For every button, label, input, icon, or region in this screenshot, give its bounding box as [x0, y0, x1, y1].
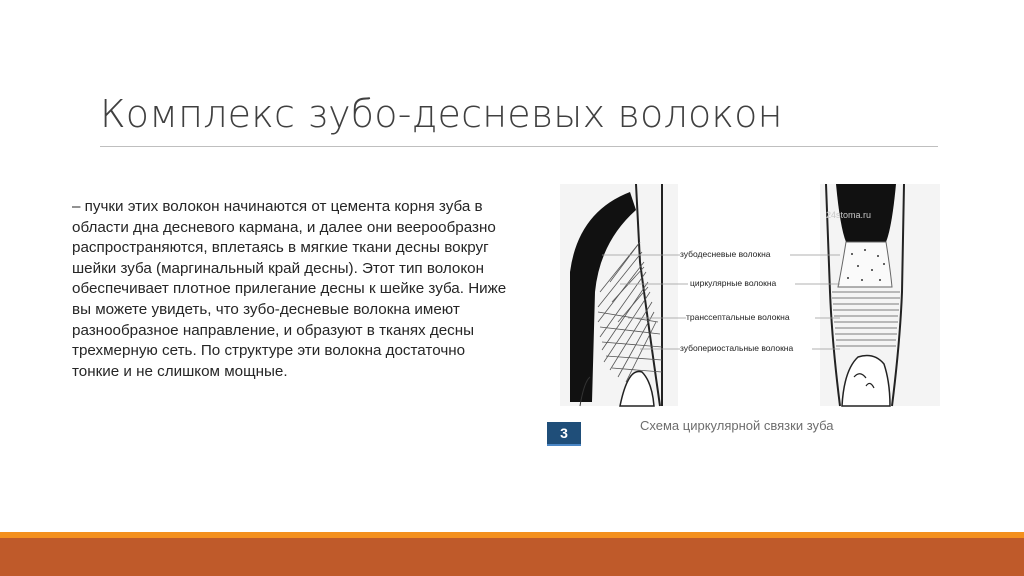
- footer-bar: [0, 538, 1024, 576]
- title-divider: [100, 146, 938, 147]
- label-transseptal-fibers: транссептальные волокна: [686, 312, 790, 322]
- watermark: 24stoma.ru: [826, 210, 872, 220]
- label-dentogingival-fibers: зубодесневые волокна: [680, 249, 771, 259]
- figure-number-badge: 3: [547, 422, 581, 444]
- label-circular-fibers: циркулярные волокна: [690, 278, 777, 288]
- tooth-ligament-diagram: [540, 172, 960, 452]
- figure-number-accent: [547, 444, 581, 446]
- slide-title: Комплекс зубо-десневых волокон: [100, 92, 783, 136]
- label-dentoperiosteal-fibers: зубопериостальные волокна: [680, 343, 794, 353]
- body-paragraph: – пучки этих волокон начинаются от цемента корня зуба в области дна десневого кармана, и далее они веерообразно распространяются, вплетаясь в мягкие ткани десны вокруг шейки зуба (маргинальный край десны). Этот тип волокон обеспечивает плотное прилегание десны к шейке зуба. Ниже вы можете увидеть, что зубо-десневые волокна имеют разнообразное направление, и образуют в тканях десны трехмерную сеть. По структуре эти волокна достаточно тонкие и не слишком мощные.: [72, 198, 507, 380]
- figure-caption: Схема циркулярной связки зуба: [640, 418, 834, 433]
